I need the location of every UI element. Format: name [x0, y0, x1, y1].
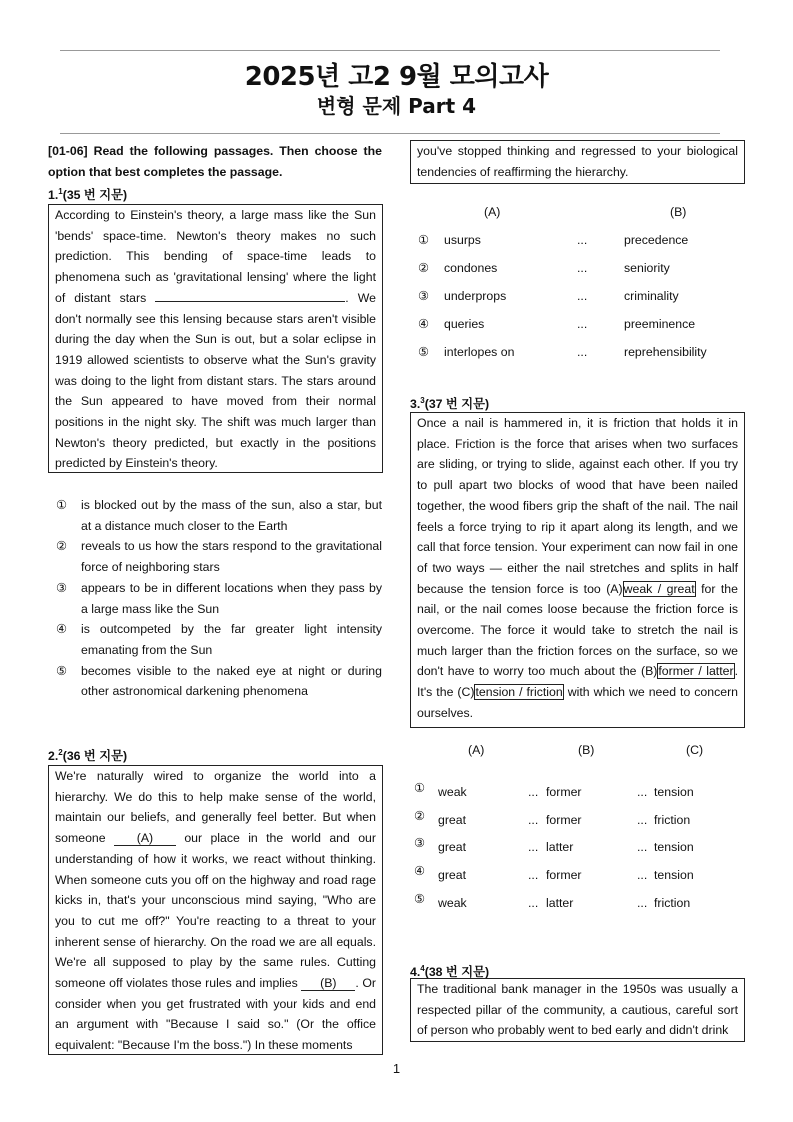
option-b: criminality [624, 289, 679, 303]
ellipsis: ... [528, 812, 539, 827]
ellipsis: ... [637, 785, 648, 799]
option-3[interactable] [56, 578, 382, 619]
option-text: appears to be in different locations when they pass by a large mass like the Sun [81, 580, 382, 616]
option-number: ⑤ [418, 345, 430, 359]
ellipsis: ... [637, 812, 648, 827]
passage-text: for the nail, or the nail comes loose because the friction force is overcome. The force it would take to stretch the nail is much larger than the friction forces on the surface, so we don't have to worry too much about the (B) [417, 581, 738, 679]
q4-passage [410, 978, 745, 1042]
option-1[interactable] [410, 233, 745, 261]
ellipsis: ... [528, 895, 539, 910]
q3-label: 3.$^3$(37 번 지문) [410, 396, 490, 412]
header-rule [60, 133, 720, 134]
choice-box: former / latter [658, 664, 734, 679]
page-title: 2025년 고2 9월 모의고사 [244, 62, 549, 92]
passage-text: According to Einstein's theory, a large mass like the Sun 'bends' space-time. Newton's theory makes no such prediction. This bending of space-time leads to phenomena such as 'gravitational lensing' where the light of distant stars [55, 208, 376, 305]
option-number: ① [56, 498, 68, 512]
option-5[interactable] [410, 345, 745, 373]
ellipsis: ... [528, 868, 539, 883]
option-a: great [438, 868, 467, 883]
option-text: becomes visible to the naked eye at night or during other astronomical darkening phenomena [81, 663, 382, 699]
option-4[interactable] [410, 317, 745, 345]
option-number: ② [418, 261, 430, 275]
ellipsis: ... [528, 785, 539, 799]
ellipsis: ... [577, 345, 588, 359]
option-b: former [546, 868, 582, 883]
q2-options [410, 205, 745, 373]
option-number: ④ [56, 622, 68, 637]
option-b: latter [546, 840, 574, 855]
choice-box: tension / friction [475, 685, 563, 700]
option-c: friction [654, 812, 691, 827]
q1-label: 1.$^1$(35 번 지문) [48, 187, 128, 203]
option-number: ③ [56, 580, 68, 595]
answer-blank: (B) [301, 976, 355, 991]
q2-passage-continued: you've stopped thinking and regressed to your biological tendencies of reaffirming the hierarchy. [410, 140, 745, 184]
option-c: tension [654, 785, 694, 799]
option-4[interactable] [410, 864, 745, 896]
q4-label: 4.$^4$(38 번 지문) [410, 964, 490, 980]
option-a: underprops [444, 289, 507, 303]
ellipsis: ... [528, 840, 539, 855]
answer-blank [155, 301, 345, 302]
option-3[interactable] [410, 289, 745, 317]
answer-blank: (A) [114, 831, 176, 846]
option-2[interactable] [56, 536, 382, 577]
option-number: ⑤ [414, 891, 426, 906]
col-b-header: (B) [578, 743, 595, 757]
option-a: queries [444, 317, 485, 331]
option-text: is outcompeted by the far greater light intensity emanating from the Sun [81, 622, 382, 657]
col-b-header: (B) [670, 205, 687, 219]
option-5[interactable] [56, 661, 382, 702]
passage-text: . It's the (C) [417, 664, 738, 700]
q1-options [56, 495, 382, 702]
q3-options [410, 743, 745, 923]
col-a-header: (A) [468, 743, 485, 757]
q2-passage [48, 765, 383, 1055]
passage-text: with which we need to concern ourselves. [417, 685, 739, 720]
option-2[interactable] [410, 808, 745, 841]
passage-text: . Or consider when you get frustrated with your kids and end an argument with "Because I said so." (Or the office equivalent: "Because I'm the boss.") In these moments [55, 976, 376, 1053]
choice-box: weak / great [623, 581, 695, 596]
option-number: ② [56, 539, 68, 554]
ellipsis: ... [577, 289, 588, 303]
option-a: usurps [444, 233, 481, 247]
option-b: former [546, 785, 582, 799]
passage-text: Once a nail is hammered in, it is friction that holds it in place. Friction is the force that arises when two surfaces are sliding, or trying to slide, against each other. If you try to pull apart two blocks of wood that have been nailed together, the wood fibers grip the shaft of the nail. The nail feels a force trying to rip it apart along its length, and we call that force tension. Your experiment can now fail in one of two ways — either the nail stretches and splits in half because the tension force is too (A) [417, 416, 738, 596]
page-subtitle: 변형 문제 Part 4 [316, 94, 477, 118]
option-b: reprehensibility [624, 345, 707, 359]
option-1[interactable] [56, 495, 382, 536]
col-a-header: (A) [484, 205, 501, 219]
col-c-header: (C) [686, 743, 704, 757]
option-3[interactable] [410, 836, 745, 868]
option-a: interlopes on [444, 345, 515, 359]
passage-text: our place in the world and our understanding of how it works, we react without thinking. When someone cuts you off on the highway and road rage kicks in, that's your unconscious mind saying, "Who are you to cut me off?" You're reacting to a threat to your inherent sense of hierarchy. On the road we are all equals. We're all supposed to play by the same rules. Cutting someone off violates those rules and implies [55, 831, 376, 991]
option-number: ④ [414, 864, 426, 879]
passage-text: . We don't normally see this lensing because stars aren't visible during the day when the Sun is out, but a solar eclipse in 1919 allowed scientists to observe what the Sun's gravity was doing to the light from distant stars. The stars around the Sun appeared to have moved from their normal positions in the night sky. The shift was much larger than Newton's theory predicted, but exactly in the positions predicted by Einstein's theory. [55, 290, 376, 471]
instructions: [01-06] Read the following passages. Then choose the option that best completes the passage. [48, 144, 382, 179]
option-number: ③ [418, 289, 430, 303]
option-b: former [546, 812, 582, 827]
ellipsis: ... [577, 233, 588, 247]
page-number: 1 [392, 1061, 401, 1076]
q2-label: 2.$^2$(36 번 지문) [48, 748, 128, 764]
option-b: seniority [624, 261, 670, 275]
option-number: ① [418, 233, 430, 247]
option-number: ④ [418, 317, 430, 331]
option-b: preeminence [624, 317, 696, 331]
ellipsis: ... [577, 317, 588, 331]
ellipsis: ... [637, 840, 648, 855]
option-c: friction [654, 895, 691, 910]
ellipsis: ... [637, 895, 648, 910]
option-text: reveals to us how the stars respond to the gravitational force of neighboring stars [81, 539, 382, 575]
option-number: ① [414, 781, 426, 795]
option-4[interactable] [56, 619, 382, 660]
option-c: tension [654, 840, 694, 855]
option-a: great [438, 840, 467, 855]
option-a: weak [438, 895, 467, 910]
option-1[interactable] [410, 781, 745, 813]
option-number: ⑤ [56, 663, 68, 678]
option-b: precedence [624, 233, 689, 247]
option-text: is blocked out by the mass of the sun, also a star, but at a distance much closer to the Earth [81, 498, 382, 533]
option-a: condones [444, 261, 498, 275]
top-rule [60, 50, 720, 51]
passage-text: The traditional bank manager in the 1950s was usually a respected pillar of the community, a cautious, careful sort of person who probably went to bed early and didn't drink [417, 982, 738, 1038]
option-number: ③ [414, 836, 426, 851]
option-a: weak [438, 785, 467, 799]
option-number: ② [414, 808, 426, 823]
option-a: great [438, 812, 467, 827]
q3-passage [410, 412, 745, 728]
passage-text: We're naturally wired to organize the world into a hierarchy. We do this to help make sense of the world, maintain our beliefs, and generally feel better. But when someone [55, 769, 376, 846]
option-2[interactable] [410, 261, 745, 289]
option-b: latter [546, 895, 574, 910]
ellipsis: ... [577, 261, 588, 275]
q1-passage [48, 204, 383, 473]
option-c: tension [654, 868, 694, 883]
ellipsis: ... [637, 868, 648, 883]
option-5[interactable] [410, 891, 745, 924]
